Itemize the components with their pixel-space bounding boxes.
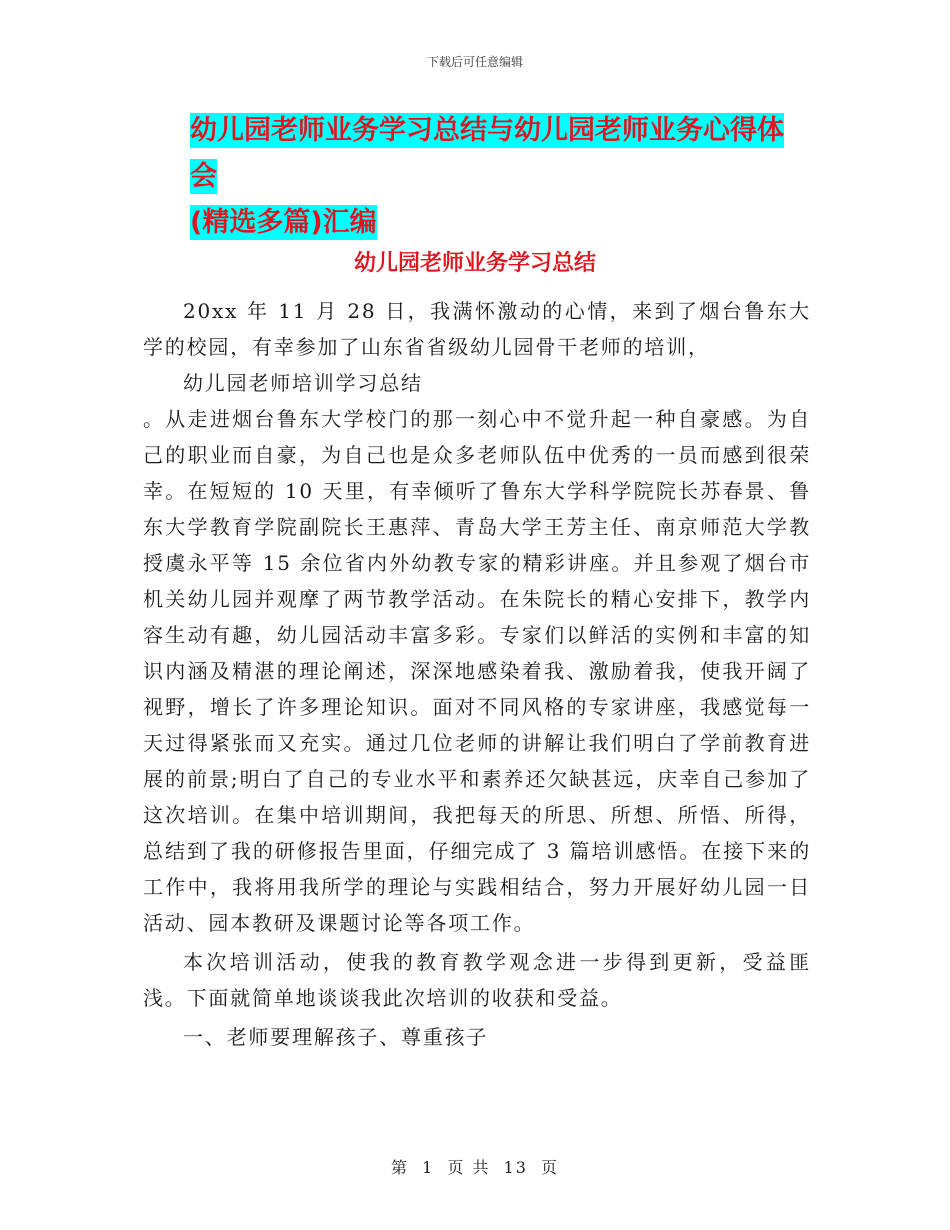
header-note: 下载后可任意编辑 bbox=[426, 55, 523, 69]
footer-prefix: 第 bbox=[390, 1158, 409, 1177]
paragraph-intro: 20xx 年 11 月 28 日，我满怀激动的心情，来到了烟台鲁东大学的校园，有幸参加了山东省省级幼儿园骨干老师的培训， bbox=[143, 299, 811, 359]
section-title: 幼儿园老师业务学习总结 bbox=[353, 251, 596, 276]
paragraph-heading-one: 一、老师要理解孩子、尊重孩子 bbox=[183, 1025, 489, 1049]
document-title-line1: 幼儿园老师业务学习总结与幼儿园老师业务心得体会 bbox=[190, 115, 784, 192]
document-body bbox=[143, 293, 811, 1055]
footer-suffix: 页 bbox=[541, 1158, 560, 1177]
paragraph-summary: 本次培训活动，使我的教育教学观念进一步得到更新，受益匪浅。下面就简单地谈谈我此次培训的收获和受益。 bbox=[143, 950, 811, 1010]
paragraph-subtitle: 幼儿园老师培训学习总结 bbox=[183, 371, 423, 395]
footer-middle: 页 共 bbox=[447, 1158, 491, 1177]
document-title-line2: (精选多篇)汇编 bbox=[190, 207, 377, 238]
paragraph-main: 。从走进烟台鲁东大学校门的那一刻心中不觉升起一种自豪感。为自己的职业而自豪，为自己也是众多老师队伍中优秀的一员而感到很荣幸。在短短的 10 天里，有幸倾听了鲁东大学科学院院长苏春景、鲁东大学教育学院副院长王惠萍、青岛大学王芳主任、南京师范大学教授虞永平等 15 余位省内外幼教专家的精彩讲座。并且参观了烟台市机关幼儿园并观摩了两节教学活动。在朱院长的精心安排下，教学内容生动有趣，幼儿园活动丰富多彩。专家们以鲜活的实例和丰富的知识内涵及精湛的理论阐述，深深地感染着我、激励着我，使我开阔了视野，增长了许多理论知识。面对不同风格的专家讲座，我感觉每一天过得紧张而又充实。通过几位老师的讲解让我们明白了学前教育进展的前景;明白了自己的专业水平和素养还欠缺甚远，庆幸自己参加了这次培训。在集中培训期间，我把每天的所思、所想、所悟、所得，总结到了我的研修报告里面，仔细完成了 3 篇培训感悟。在接下来的工作中，我将用我所学的理论与实践相结合，努力开展好幼儿园一日活动、园本教研及课题讨论等各项工作。 bbox=[143, 407, 811, 935]
footer-page-number: 1 bbox=[422, 1158, 435, 1177]
document-title bbox=[190, 108, 810, 246]
page-footer bbox=[0, 1155, 950, 1178]
footer-total-pages: 13 bbox=[503, 1158, 528, 1177]
